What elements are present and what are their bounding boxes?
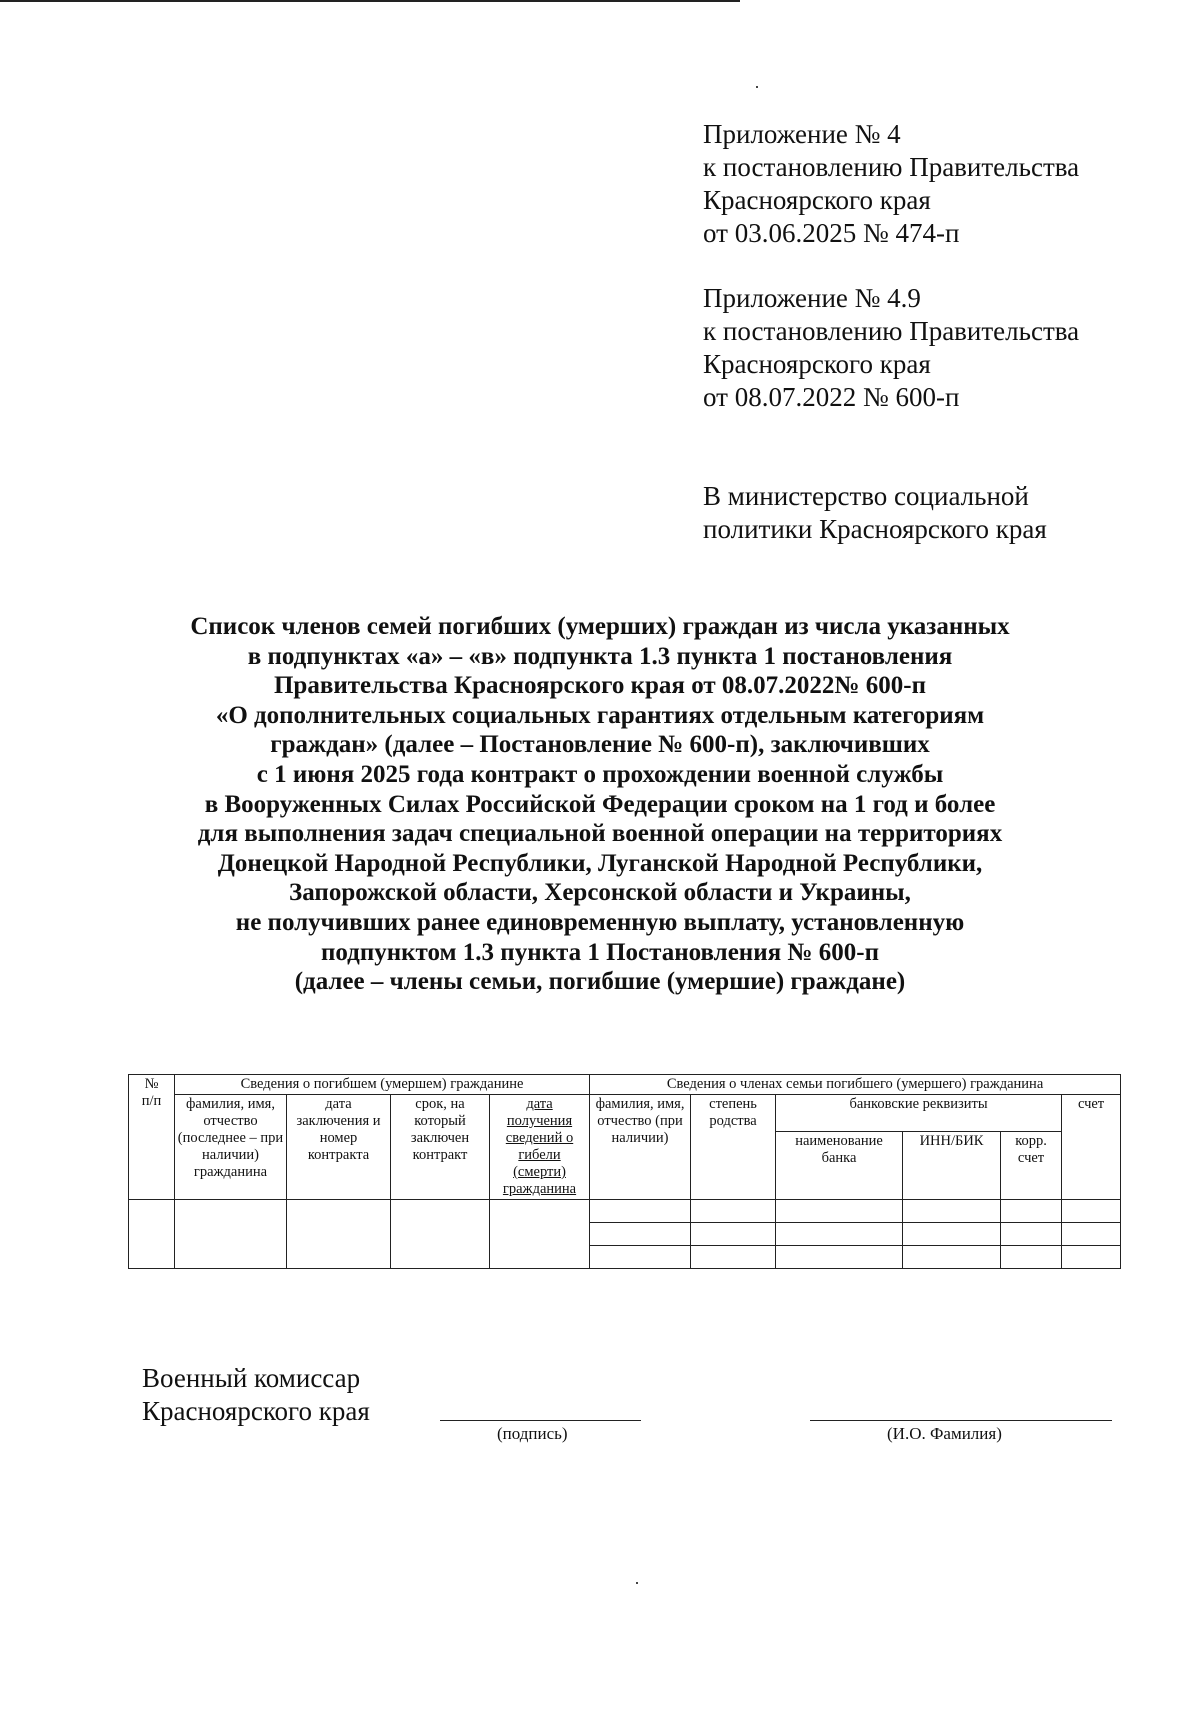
table-header-row — [129, 1075, 1121, 1095]
appendix-line: к постановлению Правительства — [703, 316, 1080, 346]
signer-position — [142, 1362, 370, 1428]
title-line: в подпунктах «а» – «в» подпункта 1.3 пункта 1 постановления — [247, 642, 953, 670]
table-row — [129, 1200, 1121, 1223]
appendix-line: к постановлению Правительства — [703, 152, 1080, 182]
family-members-table — [128, 1074, 1121, 1269]
recipient-line: политики Красноярского края — [703, 514, 1047, 544]
signature-line — [440, 1420, 641, 1421]
scan-speck — [756, 86, 758, 88]
column-header-kinship: степень родства — [691, 1095, 776, 1200]
column-header-bank-name: наименование банка — [776, 1131, 903, 1199]
title-line: с 1 июня 2025 года контракт о прохождении военной службы — [256, 760, 944, 788]
name-caption: (И.О. Фамилия) — [887, 1424, 1002, 1443]
table-header-row — [129, 1095, 1121, 1132]
title-line: (далее – члены семьи, погибшие (умершие) граждане) — [294, 968, 906, 996]
signer-position-line: Военный комиссар — [142, 1363, 361, 1393]
appendix-line: Приложение № 4.9 — [703, 283, 921, 313]
table-cell — [1062, 1200, 1121, 1223]
scan-top-edge-line — [0, 0, 740, 2]
column-header-corr-account: корр. счет — [1001, 1131, 1062, 1199]
column-header-death-info-date: дата получения сведений о гибели (смерти) гражданина — [490, 1095, 590, 1200]
signer-position-line: Красноярского края — [142, 1396, 370, 1426]
table-cell — [691, 1246, 776, 1269]
title-line: Донецкой Народной Республики, Луганской Народной Республики, — [217, 849, 983, 877]
table-cell — [903, 1200, 1001, 1223]
table-cell — [903, 1246, 1001, 1269]
table-cell — [776, 1223, 903, 1246]
table-cell — [1062, 1223, 1121, 1246]
title-line: «О дополнительных социальных гарантиях отдельным категориям — [215, 701, 985, 729]
column-group-deceased: Сведения о погибшем (умершем) гражданине — [175, 1075, 590, 1095]
title-line: Правительства Красноярского края от 08.07.2022№ 600-п — [273, 672, 927, 700]
table-cell — [776, 1200, 903, 1223]
table-cell — [903, 1223, 1001, 1246]
scan-speck — [636, 1582, 638, 1584]
appendix-line: Красноярского края — [703, 185, 931, 215]
title-line: Список членов семей погибших (умерших) граждан из числа указанных — [190, 613, 1010, 640]
column-header-deceased-fio: фамилия, имя, отчество (последнее – при наличии) гражданина — [175, 1095, 287, 1200]
table-cell — [776, 1246, 903, 1269]
table-cell — [175, 1200, 287, 1269]
document-title — [100, 612, 1100, 997]
appendix-block-474 — [703, 118, 1079, 250]
title-line: для выполнения задач специальной военной операции на территориях — [197, 820, 1003, 848]
title-line: не получивших ранее единовременную выплату, установленную — [235, 908, 965, 936]
column-header-contract-date: дата заключения и номер контракта — [287, 1095, 391, 1200]
title-line: в Вооруженных Силах Российской Федерации сроком на 1 год и более — [204, 790, 996, 818]
table-cell — [590, 1200, 691, 1223]
table-cell — [490, 1200, 590, 1269]
table-cell — [691, 1223, 776, 1246]
table-cell — [391, 1200, 490, 1269]
appendix-line: Красноярского края — [703, 349, 931, 379]
column-header-inn-bik: ИНН/БИК — [903, 1131, 1001, 1199]
column-group-family: Сведения о членах семьи погибшего (умершего) гражданина — [590, 1075, 1121, 1095]
appendix-block-600 — [703, 282, 1079, 414]
column-header-contract-term: срок, на который заключен контракт — [391, 1095, 490, 1200]
appendix-line: Приложение № 4 — [703, 119, 901, 149]
table-cell — [1001, 1223, 1062, 1246]
appendix-line: от 08.07.2022 № 600-п — [703, 382, 960, 412]
appendix-line: от 03.06.2025 № 474-п — [703, 218, 960, 248]
recipient-block — [703, 480, 1047, 546]
table-cell — [590, 1223, 691, 1246]
column-group-bank-details: банковские реквизиты — [776, 1095, 1062, 1132]
column-header-account: счет — [1062, 1095, 1121, 1200]
column-header-member-fio: фамилия, имя, отчество (при наличии) — [590, 1095, 691, 1200]
signature-caption: (подпись) — [497, 1424, 568, 1443]
name-line — [810, 1420, 1112, 1421]
table-cell — [287, 1200, 391, 1269]
table-cell — [1001, 1200, 1062, 1223]
column-header-number: № п/п — [129, 1075, 175, 1200]
table-cell — [1001, 1246, 1062, 1269]
recipient-line: В министерство социальной — [703, 481, 1029, 511]
title-line: подпунктом 1.3 пункта 1 Постановления № 600-п — [321, 938, 879, 966]
table-cell — [691, 1200, 776, 1223]
title-line: Запорожской области, Херсонской области и Украины, — [289, 879, 911, 907]
table-cell — [1062, 1246, 1121, 1269]
title-line: граждан» (далее – Постановление № 600-п), заключивших — [270, 731, 930, 759]
table-cell — [590, 1246, 691, 1269]
table-cell — [129, 1200, 175, 1269]
